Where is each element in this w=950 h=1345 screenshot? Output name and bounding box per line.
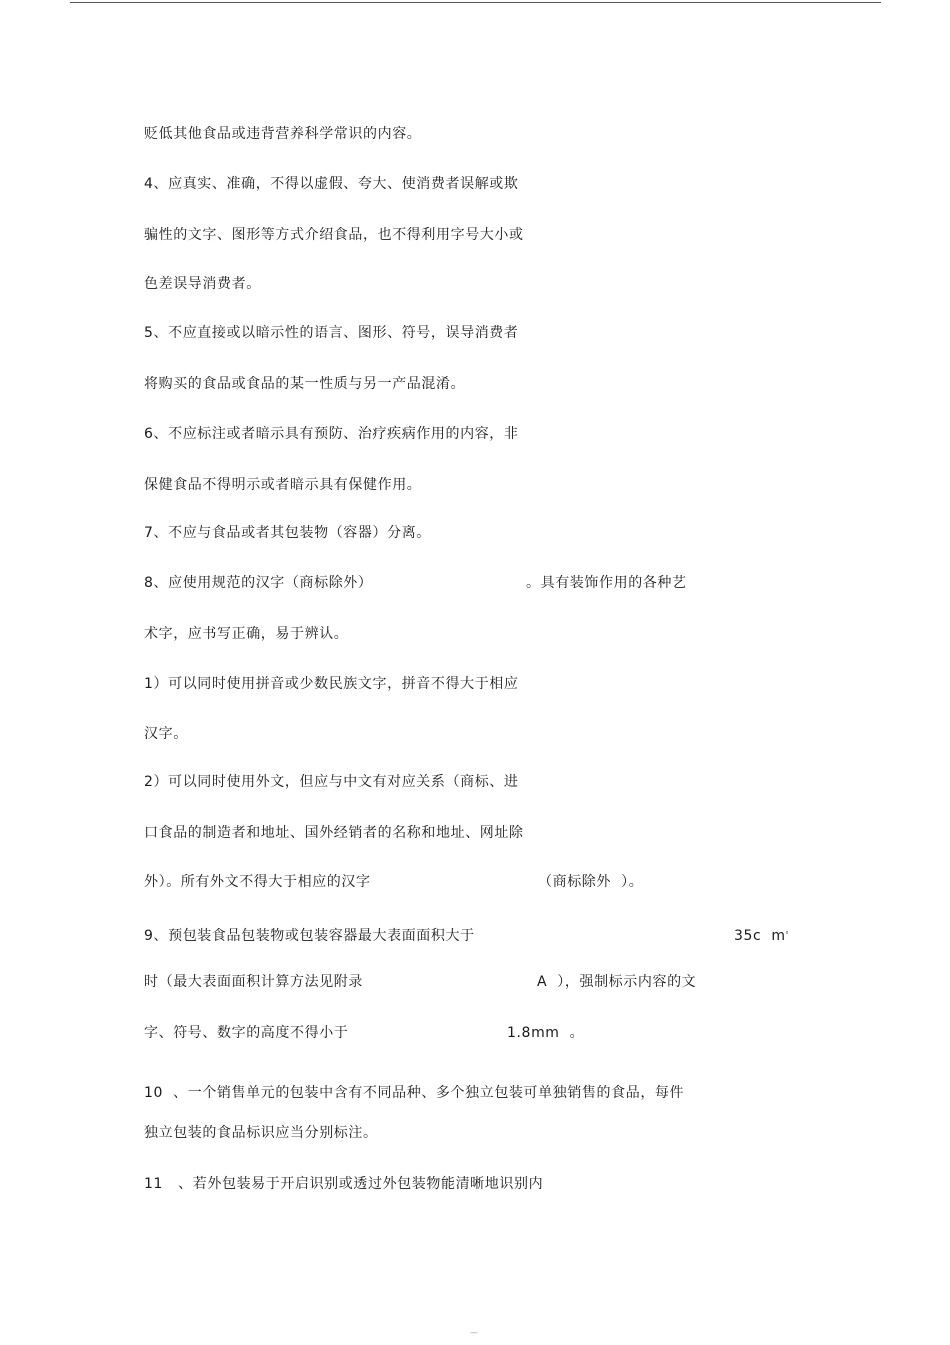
text-line: 时（最大表面面积计算方法见附录 xyxy=(144,974,363,990)
footer-mark: — xyxy=(470,1328,478,1337)
text-segment: （商标除外 ）。 xyxy=(538,874,644,890)
text-line: 术字，应书写正确，易于辨认。 xyxy=(144,626,349,642)
text-line: 7、不应与食品或者其包装物（容器）分离。 xyxy=(144,525,431,541)
text-line: 4、应真实、准确，不得以虚假、夸大、使消费者误解或欺 xyxy=(144,176,519,192)
text-segment: 1.8mm 。 xyxy=(507,1025,585,1041)
text-line: 骗性的文字、图形等方式介绍食品，也不得利用字号大小或 xyxy=(144,227,524,243)
text-line: 外）。所有外文不得大于相应的汉字 xyxy=(144,874,371,890)
text-line: 字、符号、数字的高度不得小于 xyxy=(144,1025,349,1041)
area-unit xyxy=(734,927,789,945)
text-line: 9、预包装食品包装物或包装容器最大表面面积大于 xyxy=(144,928,475,944)
text-line: 8、应使用规范的汉字（商标除外） xyxy=(144,575,373,591)
text-line: 汉字。 xyxy=(144,726,188,742)
text-line: 11 、若外包装易于开启识别或透过外包装物能清晰地识别内 xyxy=(144,1176,544,1192)
text-line: 10 、一个销售单元的包装中含有不同品种、多个独立包装可单独销售的食品，每件 xyxy=(144,1085,685,1101)
text-line: 色差误导消费者。 xyxy=(144,276,261,292)
text-line: 1）可以同时使用拼音或少数民族文字，拼音不得大于相应 xyxy=(144,676,519,692)
text-line: 保健食品不得明示或者暗示具有保健作用。 xyxy=(144,477,422,493)
text-line: 5、不应直接或以暗示性的语言、图形、符号，误导消费者 xyxy=(144,325,519,341)
area-value: 35c m xyxy=(734,928,786,944)
text-line: 口食品的制造者和地址、国外经销者的名称和地址、网址除 xyxy=(144,825,524,841)
text-segment: A ），强制标示内容的文 xyxy=(537,974,697,990)
text-line: 6、不应标注或者暗示具有预防、治疗疾病作用的内容，非 xyxy=(144,426,519,442)
text-segment: 。具有装饰作用的各种艺 xyxy=(526,575,687,591)
text-line: 2）可以同时使用外文，但应与中文有对应关系（商标、进 xyxy=(144,774,519,790)
text-line: 将购买的食品或食品的某一性质与另一产品混淆。 xyxy=(144,376,466,392)
header-rule xyxy=(70,2,881,3)
superscript: ² xyxy=(785,930,790,938)
text-line: 贬低其他食品或违背营养科学常识的内容。 xyxy=(144,126,422,142)
text-line: 独立包装的食品标识应当分别标注。 xyxy=(144,1125,378,1141)
